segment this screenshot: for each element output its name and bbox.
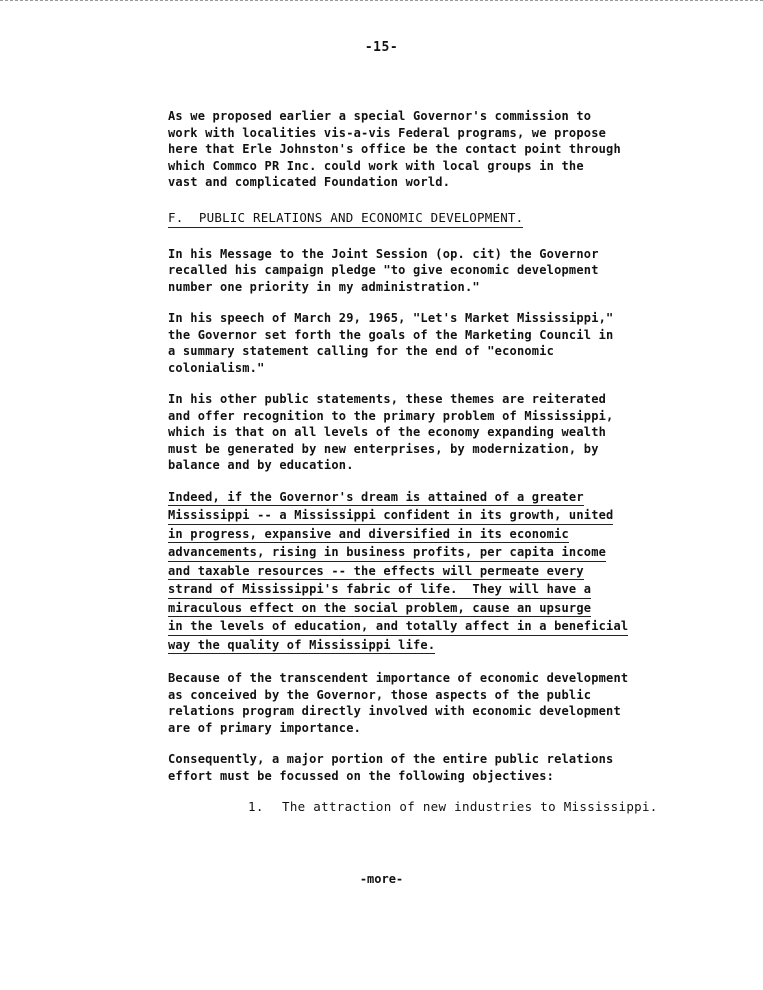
text-line: colonialism." (168, 360, 265, 375)
text-line: which Commco PR Inc. could work with local groups in the (168, 158, 584, 173)
text-line: In his speech of March 29, 1965, "Let's Market Mississippi," (168, 311, 614, 325)
page-number: -15- (364, 40, 399, 55)
underlined-line: in the levels of education, and totally affect in a beneficial (168, 618, 628, 636)
text-line: Because of the transcendent importance of economic development (168, 671, 629, 685)
text-line: recalled his campaign pledge "to give economic development (168, 263, 599, 277)
closing-section (168, 670, 668, 784)
text-line: number one priority in my administration." (168, 279, 480, 294)
list-item (248, 799, 668, 814)
text-line: a summary statement calling for the end of "economic (168, 344, 555, 358)
footer-more: -more- (359, 872, 404, 886)
text-line: the Governor set forth the goals of the Marketing Council in (168, 327, 614, 342)
text-line: In his other public statements, these themes are reiterated (168, 392, 607, 406)
list-item-number: 1. (248, 799, 264, 814)
body-text (168, 108, 668, 814)
underlined-line: Indeed, if the Governor's dream is attained of a greater (168, 489, 584, 507)
paragraph (168, 310, 668, 376)
text-line: which is that on all levels of the economy expanding wealth (168, 425, 607, 439)
text-line: here that Erle Johnston's office be the contact point through (168, 142, 621, 156)
underlined-line: strand of Mississippi's fabric of life. They will have a (168, 581, 591, 599)
objectives-list (168, 799, 668, 814)
text-line: must be generated by new enterprises, by modernization, by (168, 441, 599, 456)
page-top-border (0, 0, 763, 1)
text-line: As we proposed earlier a special Governor's commission to (168, 109, 592, 123)
underlined-line: advancements, rising in business profits, per capita income (168, 544, 606, 562)
paragraph (168, 246, 668, 296)
paragraph (168, 108, 668, 191)
underlined-line: in progress, expansive and diversified in its economic (168, 526, 569, 544)
text-line: work with localities vis-a-vis Federal programs, we propose (168, 125, 607, 140)
text-line: effort must be focussed on the following objectives: (168, 768, 555, 783)
paragraph (168, 391, 668, 474)
text-line: relations program directly involved with economic development (168, 704, 621, 718)
text-line: Consequently, a major portion of the entire public relations (168, 752, 614, 766)
paragraph (168, 751, 668, 784)
intro-section (168, 108, 668, 191)
section-body (168, 246, 668, 474)
text-line: and offer recognition to the primary problem of Mississippi, (168, 408, 614, 423)
underlined-line: way the quality of Mississippi life. (168, 637, 435, 655)
text-line: balance and by education. (168, 458, 354, 472)
underlined-line: Mississippi -- a Mississippi confident in its growth, united (168, 507, 613, 525)
text-line: are of primary importance. (168, 720, 362, 735)
text-line: as conceived by the Governor, those aspects of the public (168, 687, 592, 702)
text-line: vast and complicated Foundation world. (168, 175, 451, 189)
underlined-line: miraculous effect on the social problem, cause an upsurge (168, 600, 591, 618)
paragraph (168, 670, 668, 736)
list-item-text: The attraction of new industries to Mississippi. (282, 799, 658, 814)
section-heading: F. PUBLIC RELATIONS AND ECONOMIC DEVELOPMENT. (168, 209, 523, 228)
text-line: In his Message to the Joint Session (op. cit) the Governor (168, 246, 599, 261)
underlined-line: and taxable resources -- the effects will permeate every (168, 563, 584, 581)
underlined-paragraph (168, 489, 668, 656)
